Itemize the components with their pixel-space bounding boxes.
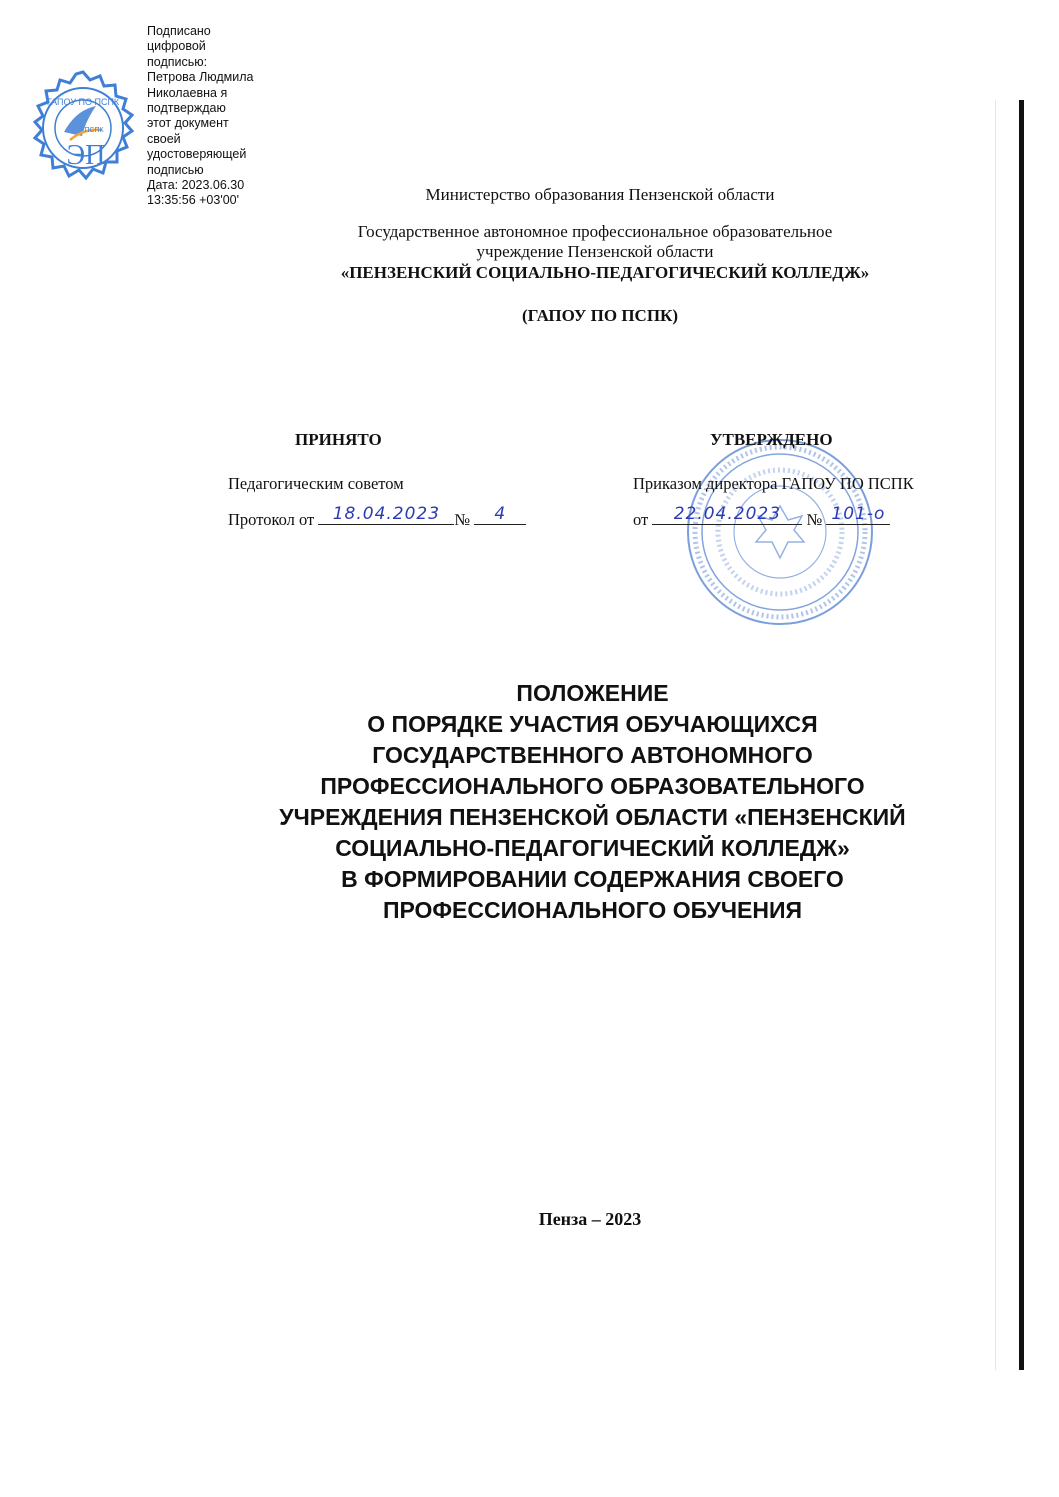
svg-text:ЭП: ЭП	[66, 140, 106, 171]
ministry-name: Министерство образования Пензенской области	[425, 185, 775, 204]
signature-line: цифровой	[147, 39, 206, 54]
signature-line: удостоверяющей	[147, 147, 247, 162]
institution-line-1: Государственное автономное профессиональное образовательное	[357, 222, 833, 241]
handwritten-order-date: 22.04.2023	[673, 504, 782, 524]
title-line: О ПОРЯДКЕ УЧАСТИЯ ОБУЧАЮЩИХСЯ	[367, 711, 818, 737]
signature-line: подписью	[147, 162, 204, 177]
organization-stamp	[684, 436, 876, 628]
signature-line: Петрова Людмила	[147, 70, 254, 85]
document-title	[150, 678, 1035, 926]
number-sign: №	[454, 510, 471, 529]
signature-line: подписью:	[147, 54, 208, 69]
round-stamp-icon	[684, 436, 876, 628]
city-year: Пенза – 2023	[538, 1209, 642, 1229]
svg-text:ГАПОУ ПО ПСПК: ГАПОУ ПО ПСПК	[46, 97, 120, 107]
digital-signature-text	[147, 24, 277, 209]
college-abbreviation: (ГАПОУ ПО ПСПК)	[521, 306, 679, 325]
approved-order-line	[633, 506, 890, 530]
title-line: ПРОФЕССИОНАЛЬНОГО ОБУЧЕНИЯ	[382, 897, 803, 923]
scan-edge	[1019, 100, 1024, 1370]
accepted-title: ПРИНЯТО	[295, 430, 382, 449]
signature-line: своей	[147, 131, 181, 146]
order-number-field	[826, 506, 890, 525]
protocol-prefix: Протокол от	[228, 510, 315, 529]
accepted-body: Педагогическим советом	[228, 474, 404, 493]
order-date-field	[652, 506, 802, 525]
scan-edge-faint	[995, 100, 996, 1370]
title-line: УЧРЕЖДЕНИЯ ПЕНЗЕНСКОЙ ОБЛАСТИ «ПЕНЗЕНСКИЙ	[279, 804, 906, 830]
protocol-date-field	[318, 506, 454, 525]
seal-icon	[24, 70, 142, 188]
accepted-protocol-line	[228, 506, 526, 530]
order-number-sign: №	[806, 510, 823, 529]
title-line: ПРОФЕССИОНАЛЬНОГО ОБРАЗОВАТЕЛЬНОГО	[320, 773, 865, 799]
title-line: СОЦИАЛЬНО-ПЕДАГОГИЧЕСКИЙ КОЛЛЕДЖ»	[335, 835, 850, 861]
digital-signature-seal	[24, 70, 142, 188]
title-line: В ФОРМИРОВАНИИ СОДЕРЖАНИЯ СВОЕГО	[341, 866, 844, 892]
protocol-number-field	[474, 506, 526, 525]
svg-text:ПСПК: ПСПК	[84, 127, 104, 134]
approved-title: УТВЕРЖДЕНО	[710, 430, 833, 449]
title-line: ГОСУДАРСТВЕННОГО АВТОНОМНОГО	[372, 742, 813, 768]
institution-line-2: учреждение Пензенской области	[476, 242, 714, 261]
signature-line: подтверждаю	[147, 101, 226, 116]
signature-line: этот документ	[147, 116, 229, 131]
approved-body: Приказом директора ГАПОУ ПО ПСПК	[633, 474, 914, 493]
handwritten-date: 18.04.2023	[332, 504, 441, 524]
title-line: ПОЛОЖЕНИЕ	[516, 680, 669, 706]
signature-time: 13:35:56 +03'00'	[147, 193, 240, 208]
signature-date: Дата: 2023.06.30	[147, 178, 245, 193]
signature-line: Николаевна я	[147, 85, 228, 100]
handwritten-order-number: 101-о	[831, 504, 886, 524]
college-name: «ПЕНЗЕНСКИЙ СОЦИАЛЬНО-ПЕДАГОГИЧЕСКИЙ КОЛЛЕДЖ»	[340, 263, 870, 282]
order-prefix: от	[633, 510, 649, 529]
handwritten-number: 4	[494, 504, 507, 524]
signature-line: Подписано	[147, 24, 211, 38]
